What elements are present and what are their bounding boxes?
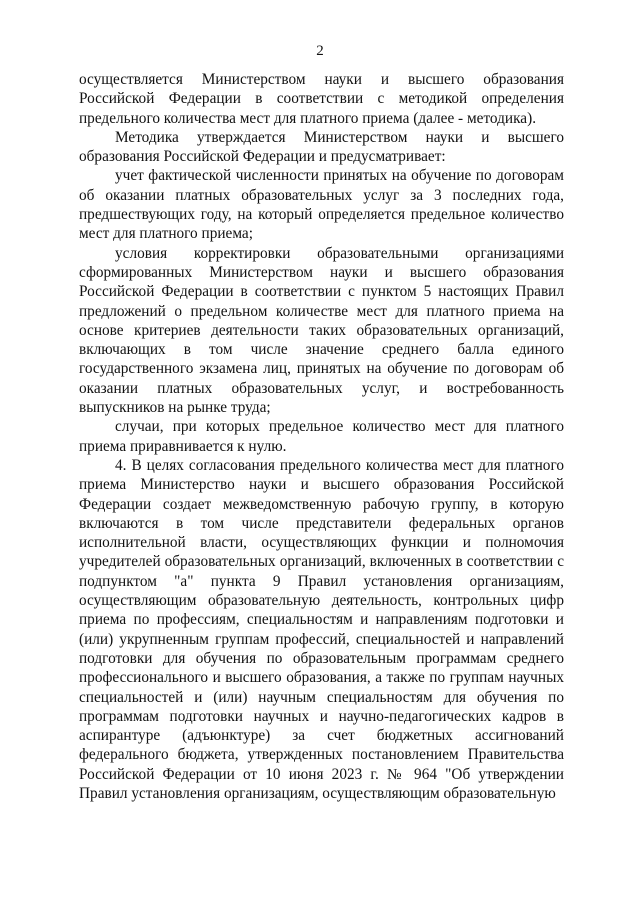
paragraph-list-item: случаи, при которых предельное количество мест для платного приема приравнивается к нулю. (79, 418, 564, 455)
paragraph-list-item: учет фактической численности принятых на обучение по договорам об оказании платных образовательных услуг за 3 последних года, предшествующих году, на который определяется предельное количество мест для платного приема; (79, 167, 564, 243)
paragraph-clause-4: 4. В целях согласования предельного количества мест для платного приема Министерство науки и высшего образования Российской Федерации создает межведомственную рабочую группу, в которую включаются в том числе представители федеральных органов исполнительной власти, осуществляющих функции и полномочия учредителей образовательных организаций, включенных в соответствии с подпунктом "а" пункта 9 Правил установления организациям, осуществляющим образовательную деятельность, контрольных цифр приема по профессиям, специальностям и направлениям подготовки и (или) укрупненным группам профессий, специальностей и направлений подготовки для обучения по образовательным программам среднего профессионального и высшего образования, а также по группам научных специальностей и (или) научным специальностям для обучения по программам подготовки научных и научно-педагогических кадров в аспирантуре (адъюнктуре) за счет бюджетных ассигнований федерального бюджета, утвержденных постановлением Правительства Российской Федерации от 10 июня 2023 г. № 964 "Об утверждении Правил установления организациям, осуществляющим образовательную (79, 456, 564, 802)
document-body (79, 70, 564, 803)
page-number: 2 (316, 43, 324, 59)
paragraph-list-item: условия корректировки образовательными организациями сформированных Министерством науки и высшего образования Российской Федерации в соответствии с пунктом 5 настоящих Правил предложений о предельном количестве мест для платного приема на основе критериев деятельности таких образовательных организаций, включающих в том числе значение среднего балла единого государственного экзамена лиц, принятых на обучение по договорам об оказании платных образовательных услуг, и востребованность выпускников на рынке труда; (79, 244, 564, 417)
paragraph-methodology: Методика утверждается Министерством науки и высшего образования Российской Федерации и предусматривает: (79, 128, 564, 166)
paragraph-continuation: осуществляется Министерством науки и высшего образования Российской Федерации в соответствии с методикой определения предельного количества мест для платного приема (далее - методика). (79, 71, 564, 127)
